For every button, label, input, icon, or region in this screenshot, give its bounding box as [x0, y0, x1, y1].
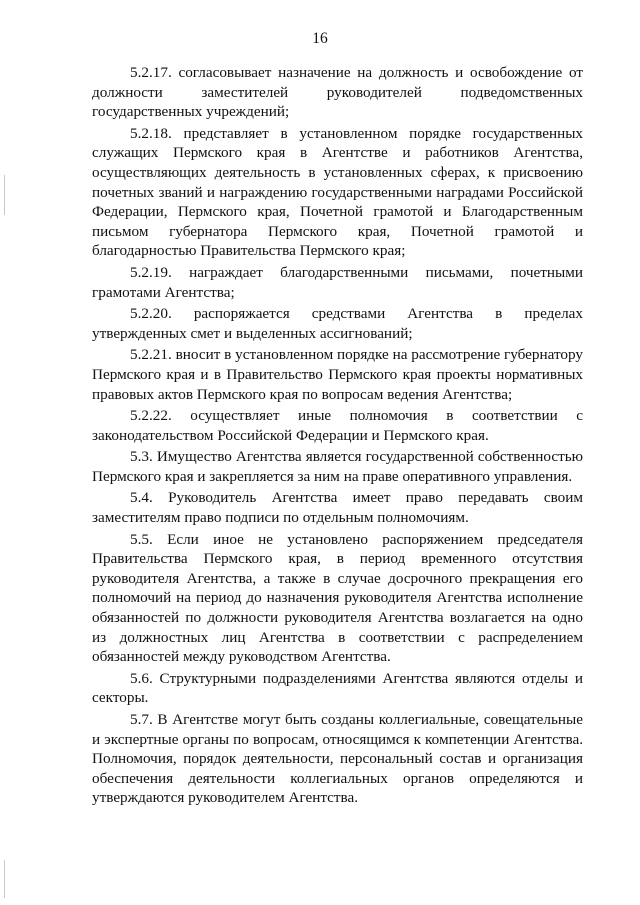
- paragraph-5-2-18: 5.2.18. представляет в установленном порядке государственных служащих Пермского края в Агентстве и работников Агентства, осуществляющих деятельность в установленных сферах, к присвоению почетных званий и награждению государственными наградами Российской Федерации, Пермского края, Почетной грамотой и Благодарственным письмом губернатора Пермского края, Почетной грамотой и благодарностью Правительства Пермского края;: [92, 124, 583, 260]
- scan-edge-mark-top: [4, 175, 5, 215]
- paragraph-5-2-19: 5.2.19. награждает благодарственными письмами, почетными грамотами Агентства;: [92, 263, 583, 301]
- paragraph-5-2-22: 5.2.22. осуществляет иные полномочия в соответствии с законодательством Российской Федерации и Пермского края.: [92, 407, 583, 444]
- document-body: [92, 63, 583, 810]
- paragraph-5-2-20: 5.2.20. распоряжается средствами Агентства в пределах утвержденных смет и выделенных ассигнований;: [92, 305, 583, 342]
- page-number: 16: [312, 30, 328, 47]
- paragraph-5-2-17: 5.2.17. согласовывает назначение на должность и освобождение от должности заместителей руководителей подведомственных государственных учреждений;: [92, 64, 583, 121]
- scan-edge-mark-bottom: [4, 860, 5, 898]
- paragraph-5-6: 5.6. Структурными подразделениями Агентства являются отделы и секторы.: [92, 669, 583, 707]
- paragraph-5-7: 5.7. В Агентстве могут быть созданы коллегиальные, совещательные и экспертные органы по вопросам, относящимся к компетенции Агентства. Полномочия, порядок деятельности, персональный состав и организация обеспечения деятельности коллегиальных органов определяются и утверждаются руководителем Агентства.: [92, 711, 583, 807]
- paragraph-5-2-21: 5.2.21. вносит в установленном порядке на рассмотрение губернатору Пермского края и в Правительство Пермского края проекты нормативных правовых актов Пермского края по вопросам ведения Агентства;: [92, 346, 583, 403]
- paragraph-5-4: 5.4. Руководитель Агентства имеет право передавать своим заместителям право подписи по отдельным полномочиям.: [92, 489, 583, 527]
- paragraph-5-5: 5.5. Если иное не установлено распоряжением председателя Правительства Пермского края, в период временного отсутствия руководителя Агентства, а также в случае досрочного прекращения его полномочий на период до назначения руководителя Агентства исполнение обязанностей по должности руководителя Агентства возлагается на одно из должностных лиц Агентства в соответствии с распределением обязанностей между руководством Агентства.: [92, 530, 583, 666]
- paragraph-5-3: 5.3. Имущество Агентства является государственной собственностью Пермского края и закрепляется за ним на праве оперативного управления.: [92, 448, 583, 485]
